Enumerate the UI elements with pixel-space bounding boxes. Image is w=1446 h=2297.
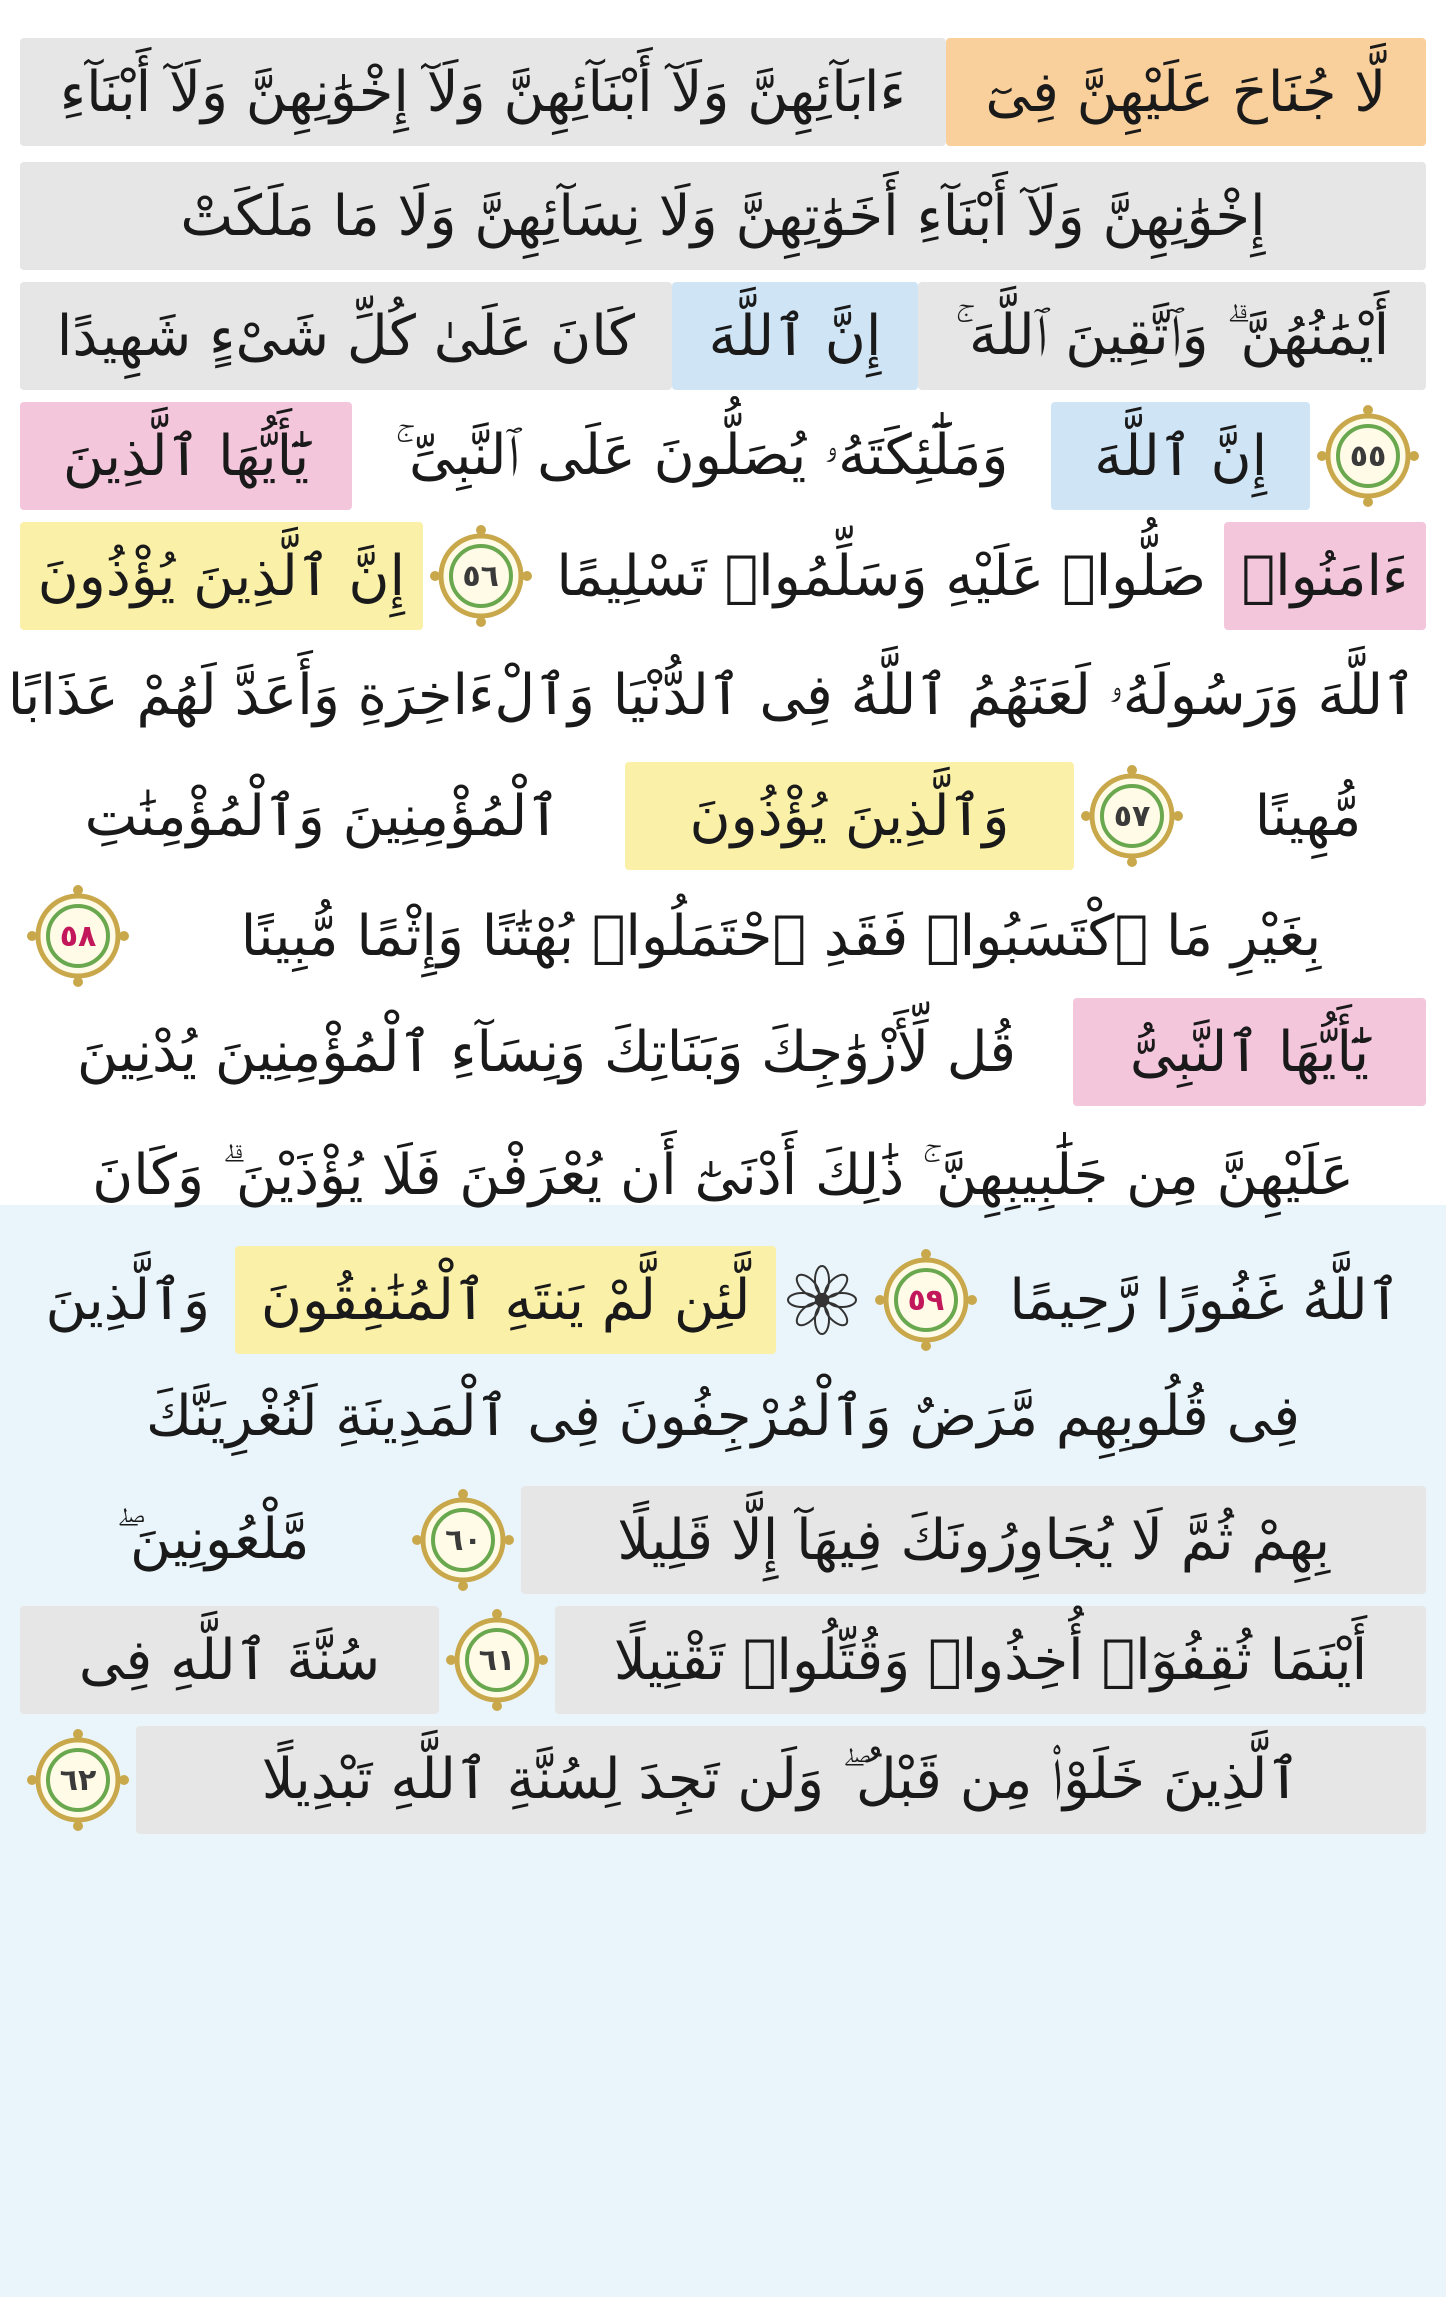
verse-text-segment[interactable]: عَلَيْهِنَّ مِن جَلَٰبِيبِهِنَّ ۚ ذَٰلِكَ أَدْنَىٰٓ أَن يُعْرَفْنَ فَلَا يُؤْذَيْنَ ۗ وَكَانَ xyxy=(92,1143,1354,1208)
verse-text-segment[interactable]: لَّئِن لَّمْ يَنتَهِ ٱلْمُنَٰفِقُونَ xyxy=(235,1246,775,1354)
verse-line xyxy=(20,1236,1426,1364)
rub-el-hizb-icon xyxy=(782,1260,862,1340)
verse-text-segment[interactable]: وَمَلَٰٓئِكَتَهُۥ يُصَلُّونَ عَلَى ٱلنَّبِىِّ ۚ xyxy=(395,423,1009,488)
verse-text-segment[interactable]: أَيْنَمَا ثُقِفُوٓا۟ أُخِذُوا۟ وَقُتِّلُوا۟ تَقْتِيلًا xyxy=(555,1606,1426,1714)
verse-text-segment[interactable]: إِخْوَٰنِهِنَّ وَلَآ أَبْنَآءِ أَخَوَٰتِهِنَّ وَلَا نِسَآئِهِنَّ وَلَا مَا مَلَكَتْ xyxy=(20,162,1426,270)
verse-text-segment[interactable]: ٱلْمُؤْمِنِينَ وَٱلْمُؤْمِنَٰتِ xyxy=(84,783,561,849)
verse-line xyxy=(20,392,1426,520)
ayah-number-marker[interactable] xyxy=(1316,404,1420,508)
ayah-number: ٦٢ xyxy=(59,1762,97,1798)
verse-line xyxy=(20,1352,1426,1480)
ayah-number-marker[interactable] xyxy=(26,884,130,988)
ayah-number-marker[interactable] xyxy=(874,1248,978,1352)
verse-text-segment[interactable]: إِنَّ ٱلَّذِينَ يُؤْذُونَ xyxy=(20,522,423,630)
ayah-number: ٥٦ xyxy=(462,558,499,594)
verse-line xyxy=(20,1112,1426,1240)
verse-line xyxy=(20,28,1426,156)
verse-text-segment[interactable]: يَٰٓأَيُّهَا ٱلَّذِينَ xyxy=(20,402,352,510)
verse-text-segment[interactable]: بِهِمْ ثُمَّ لَا يُجَاوِرُونَكَ فِيهَآ إِلَّا قَلِيلًا xyxy=(521,1486,1426,1594)
verse-text-segment[interactable]: ءَامَنُوا۟ xyxy=(1224,522,1426,630)
verse-line xyxy=(20,512,1426,640)
ayah-number-marker[interactable] xyxy=(1080,764,1184,868)
verse-line xyxy=(7,632,1426,760)
verse-text-segment[interactable]: وَٱلَّذِينَ xyxy=(45,1267,210,1333)
verse-line xyxy=(20,1716,1426,1844)
ayah-number: ٥٥ xyxy=(1349,438,1387,474)
verse-text-segment[interactable]: لَّا جُنَاحَ عَلَيْهِنَّ فِىٓ xyxy=(946,38,1426,146)
verse-text-segment[interactable]: قُل لِّأَزْوَٰجِكَ وَبَنَاتِكَ وَنِسَآءِ ٱلْمُؤْمِنِينَ يُدْنِينَ xyxy=(76,1019,1016,1085)
verse-line xyxy=(20,872,1426,1000)
verse-text-segment[interactable]: سُنَّةَ ٱللَّهِ فِى xyxy=(20,1606,439,1714)
ayah-number: ٦١ xyxy=(478,1642,516,1678)
verse-text-segment[interactable]: مَّلْعُونِينَ ۖ xyxy=(115,1507,310,1572)
ayah-number: ٥٨ xyxy=(59,918,97,954)
verse-text-segment[interactable]: ٱلَّذِينَ خَلَوْا۟ مِن قَبْلُ ۖ وَلَن تَجِدَ لِسُنَّةِ ٱللَّهِ تَبْدِيلًا xyxy=(136,1726,1426,1834)
verse-text-segment[interactable]: مُّهِينًا xyxy=(1254,783,1362,849)
verse-text-segment[interactable]: يَٰٓأَيُّهَا ٱلنَّبِىُّ xyxy=(1073,998,1426,1106)
verse-text-segment[interactable]: فِى قُلُوبِهِم مَّرَضٌ وَٱلْمُرْجِفُونَ فِى ٱلْمَدِينَةِ لَنُغْرِيَنَّكَ xyxy=(145,1383,1301,1449)
verse-line xyxy=(20,988,1426,1116)
verse-text-segment[interactable]: بِغَيْرِ مَا ٱكْتَسَبُوا۟ فَقَدِ ٱحْتَمَلُوا۟ بُهْتَٰنًا وَإِثْمًا مُّبِينًا xyxy=(240,903,1322,969)
verse-text-segment[interactable]: ءَابَآئِهِنَّ وَلَآ أَبْنَآئِهِنَّ وَلَآ إِخْوَٰنِهِنَّ وَلَآ أَبْنَآءِ xyxy=(20,38,946,146)
verse-text-segment[interactable]: وَٱلَّذِينَ يُؤْذُونَ xyxy=(625,762,1074,870)
verse-line xyxy=(20,1476,1426,1604)
verse-text-segment[interactable]: ٱللَّهَ وَرَسُولَهُۥ لَعَنَهُمُ ٱللَّهُ فِى ٱلدُّنْيَا وَٱلْءَاخِرَةِ وَأَعَدَّ لَهُمْ عَذَابًا xyxy=(7,663,1416,728)
verse-text-segment[interactable]: إِنَّ ٱللَّهَ xyxy=(672,282,918,390)
ayah-number: ٥٩ xyxy=(907,1282,945,1318)
verse-text-segment[interactable]: كَانَ عَلَىٰ كُلِّ شَىْءٍ شَهِيدًا xyxy=(20,282,672,390)
ayah-number: ٥٧ xyxy=(1113,798,1151,834)
ayah-number-marker[interactable] xyxy=(445,1608,549,1712)
verse-line xyxy=(20,152,1426,280)
ayah-number-marker[interactable] xyxy=(26,1728,130,1832)
verse-text-segment[interactable]: ٱللَّهُ غَفُورًا رَّحِيمًا xyxy=(1009,1267,1401,1333)
ayah-number-marker[interactable] xyxy=(411,1488,515,1592)
verse-line xyxy=(20,1596,1426,1724)
verse-text-segment[interactable]: أَيْمَٰنُهُنَّ ۗ وَٱتَّقِينَ ٱللَّهَ ۚ xyxy=(918,282,1426,390)
verse-line xyxy=(20,272,1426,400)
verse-line xyxy=(20,752,1426,880)
verse-text-segment[interactable]: إِنَّ ٱللَّهَ xyxy=(1051,402,1310,510)
ayah-number-marker[interactable] xyxy=(429,524,533,628)
ayah-number: ٦٠ xyxy=(445,1522,482,1558)
verse-text-segment[interactable]: صَلُّوا۟ عَلَيْهِ وَسَلِّمُوا۟ تَسْلِيمًا xyxy=(556,543,1207,609)
